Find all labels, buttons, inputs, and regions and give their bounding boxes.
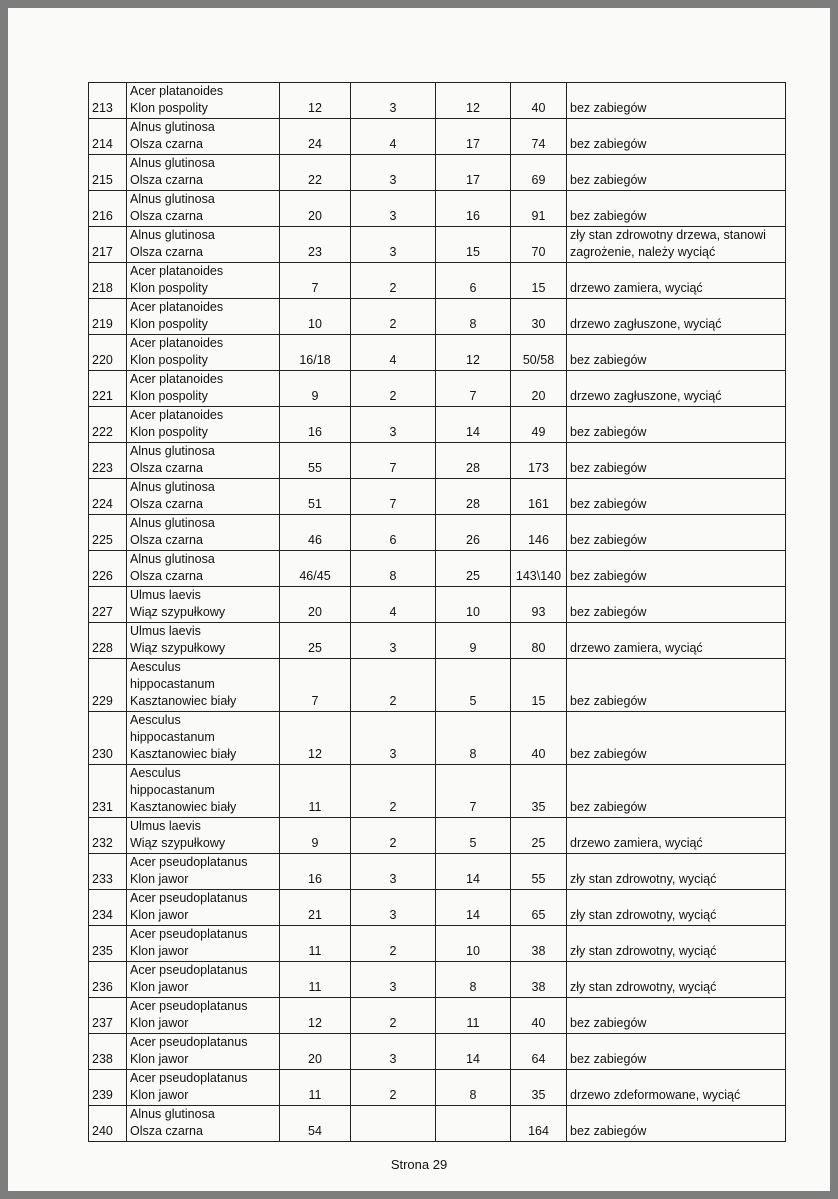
col-4-value: 20 [511, 371, 567, 407]
col-4-value: 143\140 [511, 551, 567, 587]
col-2-value: 2 [351, 263, 436, 299]
treatment-note: bez zabiegów [567, 443, 786, 479]
species-name: Alnus glutinosa Olsza czarna [127, 1106, 280, 1142]
table-row [89, 962, 786, 998]
treatment-note: bez zabiegów [567, 479, 786, 515]
col-2-value: 3 [351, 407, 436, 443]
species-name: Aesculus hippocastanum Kasztanowiec biały [127, 659, 280, 712]
table-row [89, 890, 786, 926]
col-3-value: 5 [436, 818, 511, 854]
species-name: Alnus glutinosa Olsza czarna [127, 119, 280, 155]
col-3-value: 8 [436, 299, 511, 335]
species-name: Acer pseudoplatanus Klon jawor [127, 962, 280, 998]
treatment-note: bez zabiegów [567, 765, 786, 818]
species-name: Aesculus hippocastanum Kasztanowiec biały [127, 712, 280, 765]
treatment-note: drzewo zagłuszone, wyciąć [567, 371, 786, 407]
col-2-value: 3 [351, 227, 436, 263]
col-1-value: 16/18 [280, 335, 351, 371]
col-4-value: 49 [511, 407, 567, 443]
row-number: 230 [89, 712, 127, 765]
species-name: Acer platanoides Klon pospolity [127, 335, 280, 371]
treatment-note: bez zabiegów [567, 515, 786, 551]
row-number: 216 [89, 191, 127, 227]
col-4-value: 15 [511, 659, 567, 712]
species-name: Acer platanoides Klon pospolity [127, 263, 280, 299]
row-number: 227 [89, 587, 127, 623]
species-name: Acer pseudoplatanus Klon jawor [127, 1034, 280, 1070]
col-1-value: 11 [280, 765, 351, 818]
species-name: Alnus glutinosa Olsza czarna [127, 479, 280, 515]
col-2-value: 3 [351, 1034, 436, 1070]
species-name: Acer platanoides Klon pospolity [127, 83, 280, 119]
row-number: 215 [89, 155, 127, 191]
table-row [89, 443, 786, 479]
col-1-value: 9 [280, 371, 351, 407]
row-number: 225 [89, 515, 127, 551]
col-4-value: 91 [511, 191, 567, 227]
table-row [89, 854, 786, 890]
col-1-value: 46 [280, 515, 351, 551]
table-row [89, 191, 786, 227]
col-3-value: 6 [436, 263, 511, 299]
col-2-value: 3 [351, 890, 436, 926]
treatment-note: bez zabiegów [567, 335, 786, 371]
col-1-value: 21 [280, 890, 351, 926]
table-body [89, 83, 786, 1142]
col-3-value: 17 [436, 119, 511, 155]
col-3-value: 12 [436, 83, 511, 119]
col-3-value: 12 [436, 335, 511, 371]
col-1-value: 46/45 [280, 551, 351, 587]
col-4-value: 64 [511, 1034, 567, 1070]
treatment-note: zły stan zdrowotny, wyciąć [567, 962, 786, 998]
col-3-value: 10 [436, 926, 511, 962]
table-row [89, 263, 786, 299]
row-number: 240 [89, 1106, 127, 1142]
table-row [89, 119, 786, 155]
col-2-value: 2 [351, 659, 436, 712]
treatment-note: bez zabiegów [567, 998, 786, 1034]
col-2-value: 3 [351, 155, 436, 191]
col-1-value: 25 [280, 623, 351, 659]
col-4-value: 161 [511, 479, 567, 515]
table-row [89, 623, 786, 659]
table-row [89, 551, 786, 587]
row-number: 217 [89, 227, 127, 263]
row-number: 213 [89, 83, 127, 119]
treatment-note: bez zabiegów [567, 191, 786, 227]
col-4-value: 50/58 [511, 335, 567, 371]
col-4-value: 30 [511, 299, 567, 335]
treatment-note: drzewo zdeformowane, wyciąć [567, 1070, 786, 1106]
treatment-note: bez zabiegów [567, 551, 786, 587]
table-row [89, 998, 786, 1034]
col-3-value [436, 1106, 511, 1142]
col-4-value: 70 [511, 227, 567, 263]
species-name: Acer platanoides Klon pospolity [127, 371, 280, 407]
treatment-note: bez zabiegów [567, 155, 786, 191]
col-3-value: 14 [436, 407, 511, 443]
species-name: Acer pseudoplatanus Klon jawor [127, 998, 280, 1034]
row-number: 235 [89, 926, 127, 962]
col-1-value: 11 [280, 926, 351, 962]
species-name: Aesculus hippocastanum Kasztanowiec biały [127, 765, 280, 818]
species-name: Alnus glutinosa Olsza czarna [127, 227, 280, 263]
page-number: Strona 29 [390, 1157, 448, 1172]
row-number: 218 [89, 263, 127, 299]
col-4-value: 38 [511, 962, 567, 998]
col-2-value: 7 [351, 443, 436, 479]
table-row [89, 1070, 786, 1106]
col-4-value: 40 [511, 83, 567, 119]
col-3-value: 14 [436, 854, 511, 890]
treatment-note: drzewo zamiera, wyciąć [567, 623, 786, 659]
col-3-value: 28 [436, 479, 511, 515]
col-2-value [351, 1106, 436, 1142]
treatment-note: zły stan zdrowotny, wyciąć [567, 854, 786, 890]
col-1-value: 11 [280, 1070, 351, 1106]
col-4-value: 15 [511, 263, 567, 299]
row-number: 228 [89, 623, 127, 659]
col-4-value: 173 [511, 443, 567, 479]
col-2-value: 8 [351, 551, 436, 587]
treatment-note: bez zabiegów [567, 119, 786, 155]
treatment-note: drzewo zamiera, wyciąć [567, 818, 786, 854]
treatment-note: bez zabiegów [567, 1106, 786, 1142]
col-3-value: 28 [436, 443, 511, 479]
row-number: 234 [89, 890, 127, 926]
col-2-value: 4 [351, 587, 436, 623]
species-name: Alnus glutinosa Olsza czarna [127, 443, 280, 479]
col-3-value: 8 [436, 1070, 511, 1106]
row-number: 231 [89, 765, 127, 818]
col-2-value: 6 [351, 515, 436, 551]
table-row [89, 1106, 786, 1142]
col-3-value: 15 [436, 227, 511, 263]
col-1-value: 20 [280, 1034, 351, 1070]
col-4-value: 40 [511, 998, 567, 1034]
col-1-value: 23 [280, 227, 351, 263]
treatment-note: bez zabiegów [567, 712, 786, 765]
col-1-value: 24 [280, 119, 351, 155]
table-row [89, 659, 786, 712]
species-name: Alnus glutinosa Olsza czarna [127, 191, 280, 227]
col-2-value: 4 [351, 335, 436, 371]
treatment-note: bez zabiegów [567, 83, 786, 119]
col-1-value: 12 [280, 998, 351, 1034]
treatment-note: bez zabiegów [567, 1034, 786, 1070]
table-row [89, 712, 786, 765]
col-3-value: 8 [436, 962, 511, 998]
species-name: Ulmus laevis Wiąz szypułkowy [127, 818, 280, 854]
table-row [89, 1034, 786, 1070]
col-2-value: 2 [351, 926, 436, 962]
row-number: 232 [89, 818, 127, 854]
col-1-value: 22 [280, 155, 351, 191]
species-name: Acer pseudoplatanus Klon jawor [127, 926, 280, 962]
col-4-value: 93 [511, 587, 567, 623]
treatment-note: drzewo zagłuszone, wyciąć [567, 299, 786, 335]
col-4-value: 74 [511, 119, 567, 155]
table-row [89, 227, 786, 263]
table-row [89, 479, 786, 515]
col-4-value: 80 [511, 623, 567, 659]
col-2-value: 3 [351, 191, 436, 227]
col-4-value: 55 [511, 854, 567, 890]
col-2-value: 4 [351, 119, 436, 155]
table-row [89, 515, 786, 551]
treatment-note: zły stan zdrowotny, wyciąć [567, 890, 786, 926]
species-name: Alnus glutinosa Olsza czarna [127, 551, 280, 587]
col-3-value: 8 [436, 712, 511, 765]
col-2-value: 3 [351, 962, 436, 998]
row-number: 223 [89, 443, 127, 479]
species-name: Acer pseudoplatanus Klon jawor [127, 1070, 280, 1106]
species-name: Acer pseudoplatanus Klon jawor [127, 854, 280, 890]
col-1-value: 16 [280, 407, 351, 443]
col-4-value: 146 [511, 515, 567, 551]
col-1-value: 20 [280, 191, 351, 227]
col-2-value: 2 [351, 765, 436, 818]
row-number: 221 [89, 371, 127, 407]
col-1-value: 10 [280, 299, 351, 335]
species-name: Ulmus laevis Wiąz szypułkowy [127, 623, 280, 659]
treatment-note: bez zabiegów [567, 587, 786, 623]
species-name: Ulmus laevis Wiąz szypułkowy [127, 587, 280, 623]
col-4-value: 38 [511, 926, 567, 962]
table-row [89, 407, 786, 443]
col-1-value: 12 [280, 83, 351, 119]
col-4-value: 25 [511, 818, 567, 854]
row-number: 222 [89, 407, 127, 443]
table-row [89, 926, 786, 962]
row-number: 238 [89, 1034, 127, 1070]
table-row [89, 299, 786, 335]
document-page [8, 8, 830, 1191]
col-1-value: 9 [280, 818, 351, 854]
col-1-value: 7 [280, 263, 351, 299]
col-2-value: 2 [351, 1070, 436, 1106]
row-number: 219 [89, 299, 127, 335]
row-number: 236 [89, 962, 127, 998]
table-row [89, 765, 786, 818]
row-number: 229 [89, 659, 127, 712]
row-number: 224 [89, 479, 127, 515]
treatment-note: bez zabiegów [567, 659, 786, 712]
col-3-value: 14 [436, 1034, 511, 1070]
col-3-value: 14 [436, 890, 511, 926]
col-2-value: 2 [351, 998, 436, 1034]
row-number: 233 [89, 854, 127, 890]
col-2-value: 2 [351, 818, 436, 854]
col-4-value: 65 [511, 890, 567, 926]
table-row [89, 371, 786, 407]
col-2-value: 7 [351, 479, 436, 515]
col-1-value: 54 [280, 1106, 351, 1142]
col-2-value: 3 [351, 712, 436, 765]
col-2-value: 2 [351, 371, 436, 407]
col-2-value: 3 [351, 83, 436, 119]
treatment-note: bez zabiegów [567, 407, 786, 443]
col-3-value: 16 [436, 191, 511, 227]
col-3-value: 5 [436, 659, 511, 712]
col-3-value: 25 [436, 551, 511, 587]
treatment-note: zły stan zdrowotny, wyciąć [567, 926, 786, 962]
row-number: 226 [89, 551, 127, 587]
col-3-value: 26 [436, 515, 511, 551]
row-number: 220 [89, 335, 127, 371]
col-1-value: 12 [280, 712, 351, 765]
treatment-note: zły stan zdrowotny drzewa, stanowi zagrożenie, należy wyciąć [567, 227, 786, 263]
table-row [89, 83, 786, 119]
col-3-value: 7 [436, 371, 511, 407]
row-number: 237 [89, 998, 127, 1034]
col-3-value: 9 [436, 623, 511, 659]
col-4-value: 69 [511, 155, 567, 191]
col-1-value: 55 [280, 443, 351, 479]
table-row [89, 587, 786, 623]
species-name: Acer platanoides Klon pospolity [127, 407, 280, 443]
species-name: Alnus glutinosa Olsza czarna [127, 515, 280, 551]
table-row [89, 818, 786, 854]
col-1-value: 7 [280, 659, 351, 712]
col-3-value: 7 [436, 765, 511, 818]
col-1-value: 16 [280, 854, 351, 890]
species-name: Alnus glutinosa Olsza czarna [127, 155, 280, 191]
col-3-value: 17 [436, 155, 511, 191]
col-4-value: 164 [511, 1106, 567, 1142]
col-4-value: 40 [511, 712, 567, 765]
row-number: 239 [89, 1070, 127, 1106]
table-row [89, 335, 786, 371]
species-name: Acer pseudoplatanus Klon jawor [127, 890, 280, 926]
tree-inventory-table [88, 82, 786, 1142]
col-2-value: 3 [351, 623, 436, 659]
col-3-value: 11 [436, 998, 511, 1034]
col-4-value: 35 [511, 765, 567, 818]
col-2-value: 3 [351, 854, 436, 890]
table-row [89, 155, 786, 191]
col-1-value: 11 [280, 962, 351, 998]
treatment-note: drzewo zamiera, wyciąć [567, 263, 786, 299]
col-1-value: 20 [280, 587, 351, 623]
row-number: 214 [89, 119, 127, 155]
col-3-value: 10 [436, 587, 511, 623]
col-2-value: 2 [351, 299, 436, 335]
col-4-value: 35 [511, 1070, 567, 1106]
species-name: Acer platanoides Klon pospolity [127, 299, 280, 335]
col-1-value: 51 [280, 479, 351, 515]
